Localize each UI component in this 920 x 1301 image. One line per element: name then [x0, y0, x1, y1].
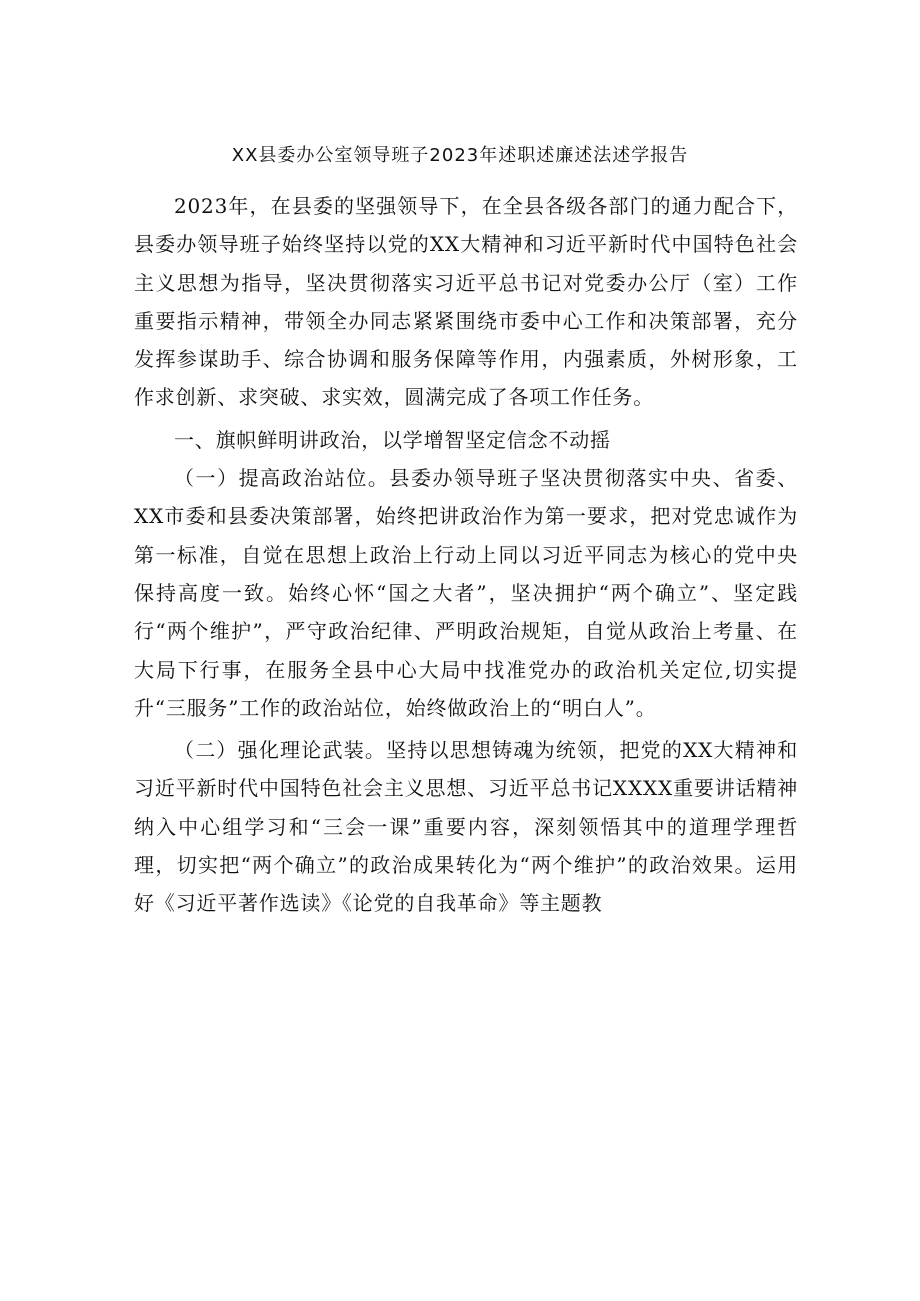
intro-paragraph: 2023年，在县委的坚强领导下，在全县各级各部门的通力配合下，县委办领导班子始终坚持以党的XX大精神和习近平新时代中国特色社会主义思想为指导，坚决贯彻落实习近平总书记对党委办公厅（室）工作重要指示精神，带领全办同志紧紧围绕市委中心工作和决策部署，充分发挥参谋助手、综合协调和服务保障等作用，内强素质，外树形象，工作求创新、求突破、求实效，圆满完成了各项工作任务。 — [134, 194, 798, 410]
subsection-paragraph-2: （二）强化理论武装。坚持以思想铸魂为统领，把党的XX大精神和习近平新时代中国特色社会主义思想、习近平总书记XXXX重要讲话精神纳入中心组学习和“三会一课”重要内容，深刻领悟其中的道理学理哲理，切实把“两个确立”的政治成果转化为“两个维护”的政治效果。运用好《习近平著作选读》《论党的自我革命》等主题教 — [134, 738, 798, 916]
subsection-paragraph-1: （一）提高政治站位。县委办领导班子坚决贯彻落实中央、省委、XX市委和县委决策部署，始终把讲政治作为第一要求，把对党忠诚作为第一标准，自觉在思想上政治上行动上同以习近平同志为核心的党中央保持高度一致。始终心怀“国之大者”，坚决拥护“两个确立”、坚定践行“两个维护”，严守政治纪律、严明政治规矩，自觉从政治上考量、在大局下行事，在服务全县中心大局中找准党办的政治机关定位,切实提升“三服务”工作的政治站位，始终做政治上的“明白人”。 — [134, 466, 798, 720]
document-title: XX县委办公室领导班子2023年述职述廉述法述学报告 — [231, 145, 689, 166]
section-heading-1: 一、旗帜鲜明讲政治，以学增智坚定信念不动摇 — [174, 427, 611, 452]
document-body — [134, 187, 798, 923]
